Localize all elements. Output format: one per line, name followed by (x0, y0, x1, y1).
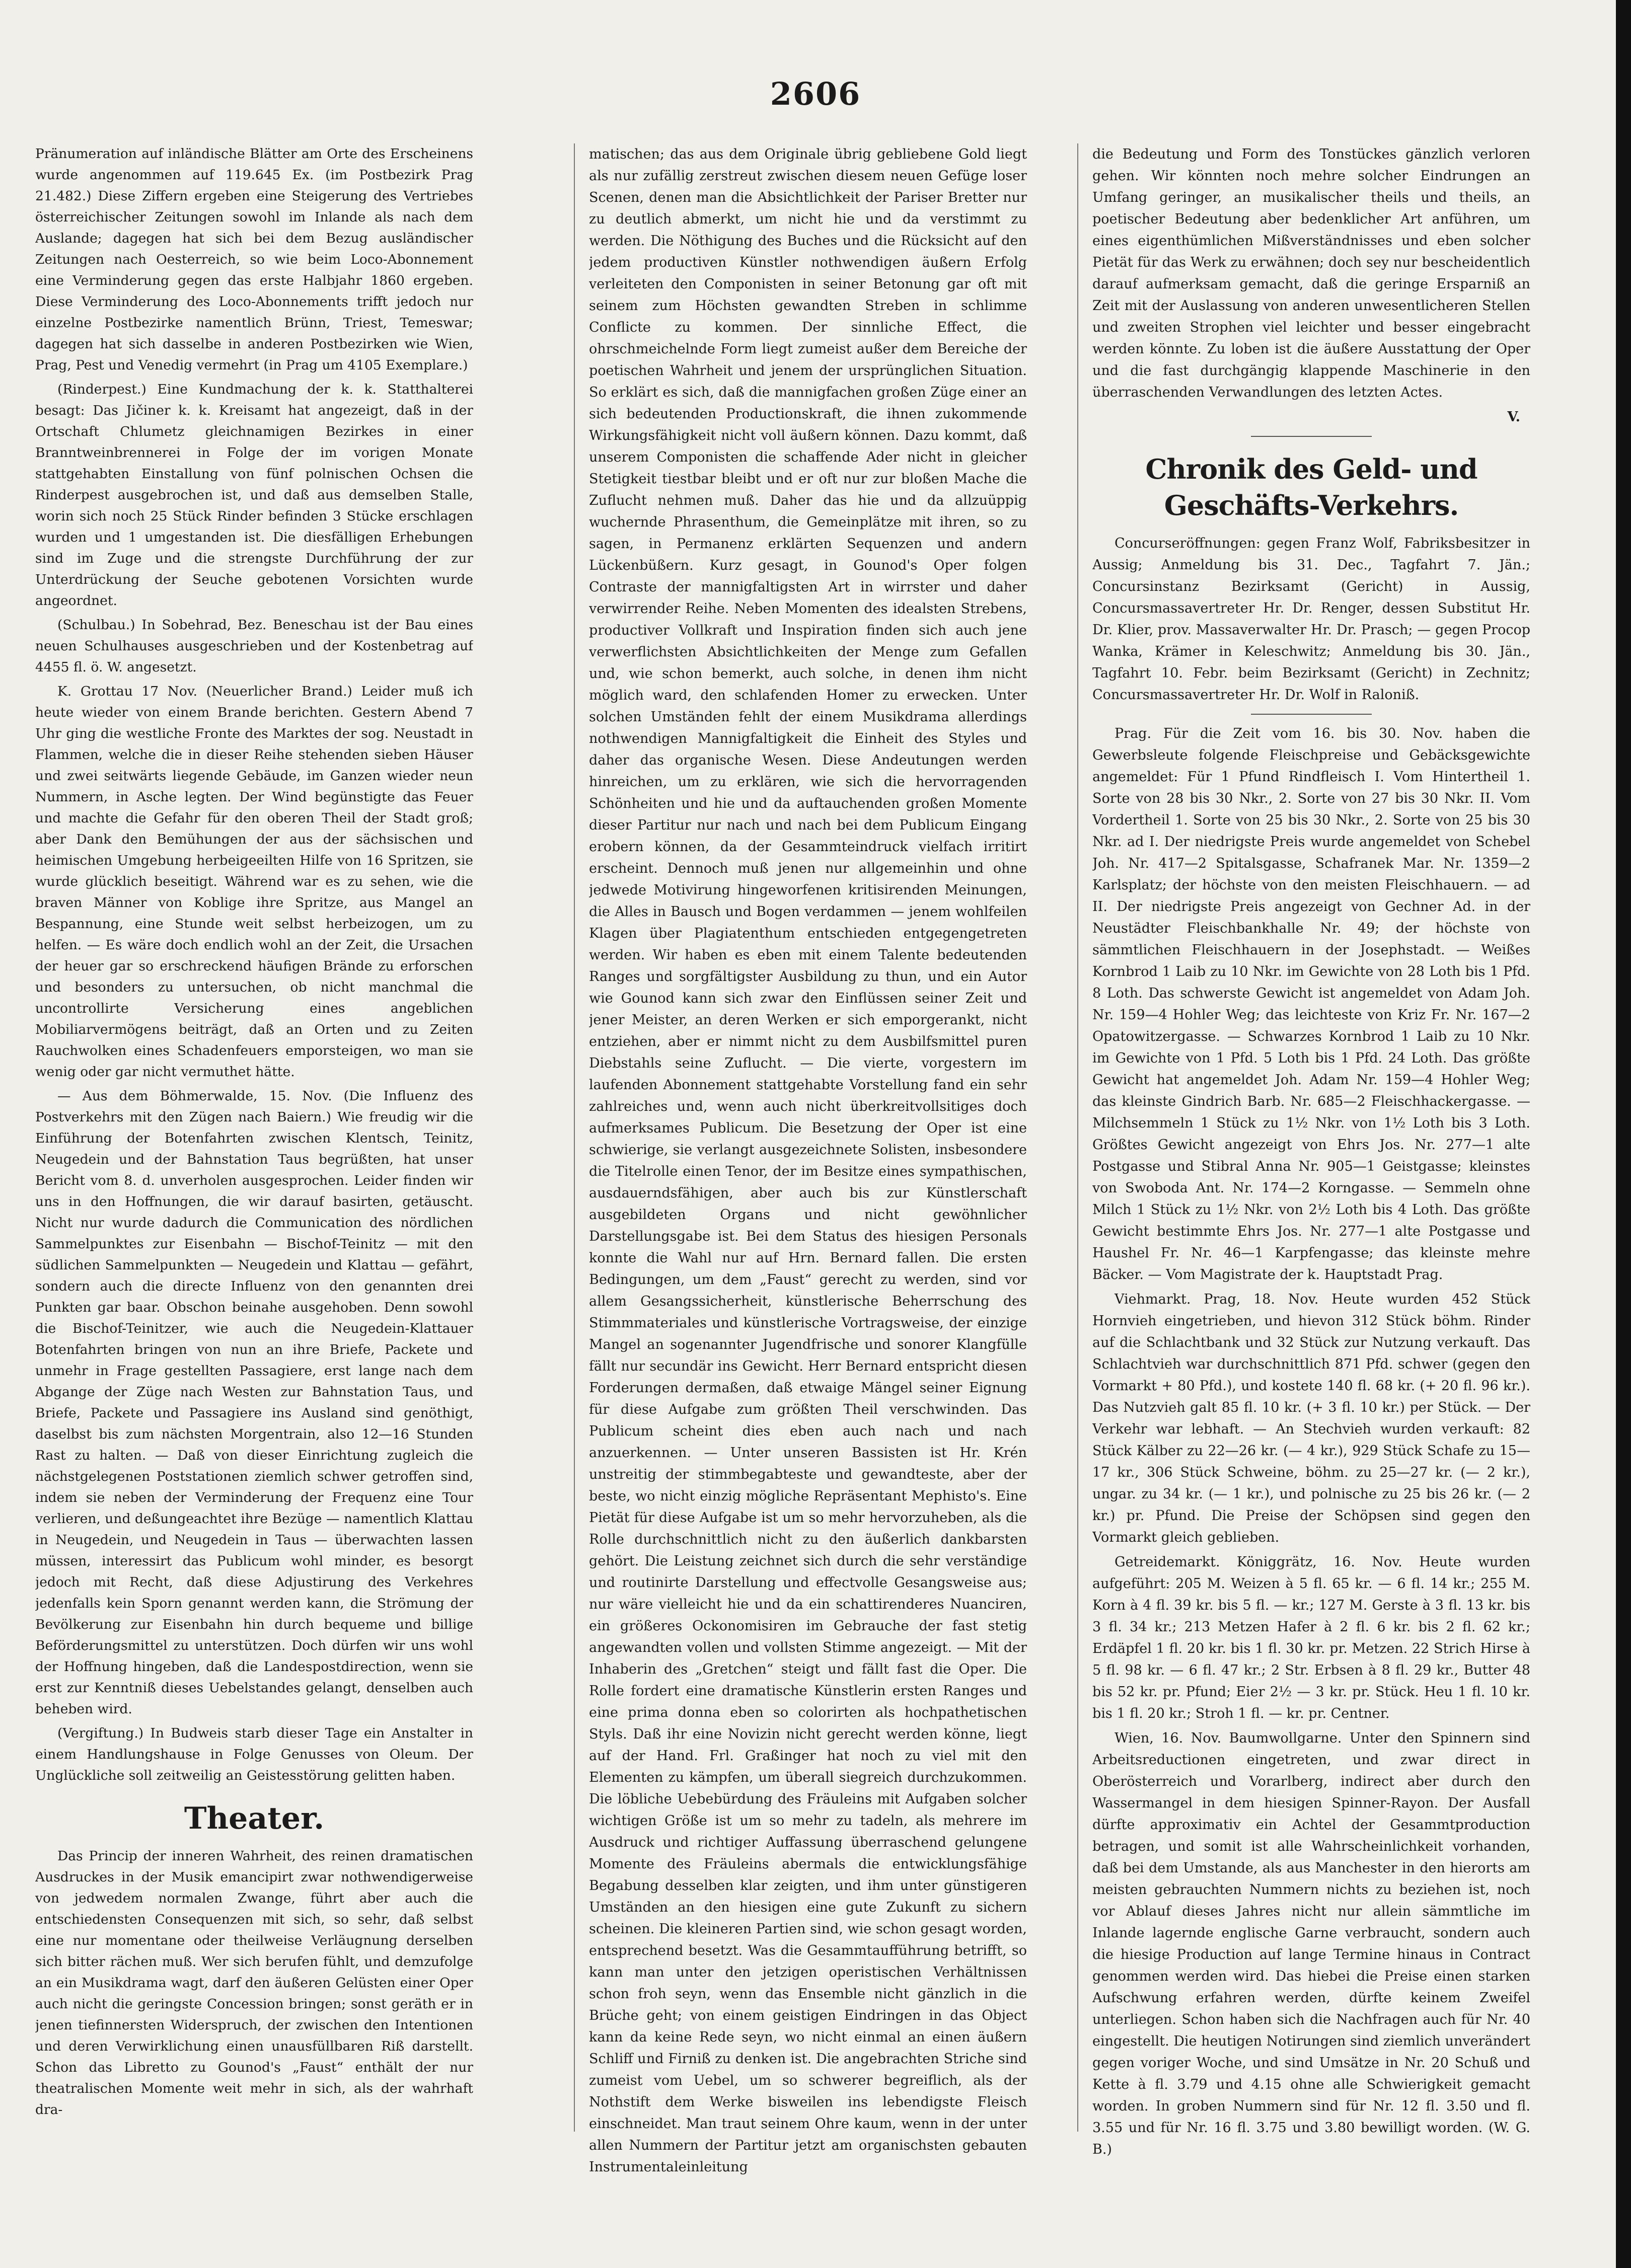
page-number: 2606 (770, 75, 861, 112)
theater-paragraph: matischen; das aus dem Originale übrig gebliebene Gold liegt als nur zufällig zerstreut zwischen diesem neuen Gefüge loser Scenen, denen man die Absichtlichkeit der Pariser Bretter nur zu deutlich abmerkt, um nicht hie und da verstimmt zu werden. Die Nöthigung des Buches und die Rücksicht auf den jedem productiven Künstler nothwendigen äußern Erfolg verleiteten den Componisten in seiner Betonung gar oft mit seinem zum Höchsten gewandten Streben in schlimme Conflicte zu kommen. Der sinnliche Effect, die ohrschmeichelnde Form liegt zumeist außer dem Bereiche der poetischen Wahrheit und jenem der ursprünglichen Situation. So erklärt es sich, daß die mannigfachen großen Züge einer an sich bedeutenden Productionskraft, die ihnen zukommende Wirkungsfähigkeit nicht voll äußern können. Dazu kommt, daß unserem Componisten die schaffende Ader nicht in gleicher Stetigkeit tiestbar bleibt und er oft nur zur bloßen Mache die Zuflucht nehmen muß. Daher das hie und da allzuüppig wuchernde Phrasenthum, die Gemeinplätze mit ihren, so zu sagen, in Permanenz erklärten Sequenzen und andern Lückenbüßern. Kurz gesagt, in Gounod's Oper folgen Contraste der mannigfaltigsten Art in wirrster und daher verwirrender Reihe. Neben Momenten des idealsten Strebens, productiver Vollkraft und Inspiration finden sich auch jene verwerflichsten Absichtlichkeiten der Menge zum Gefallen und, wie schon bemerkt, auch solche, in denen ihm nicht möglich ward, den schlafenden Homer zu erwecken. Unter solchen Umständen fehlt der einem Musikdrama allerdings nothwendigen Mannigfaltigkeit die Einheit des Styles und daher das organische Wesen. Diese Andeutungen werden hinreichen, um zu erklären, wie sich die hervorragenden Schönheiten und hie und da auftauchenden großen Momente dieser Partitur nur nach und nach bei dem Publicum Eingang erobern können, da der Gesammteindruck vielfach irritirt erscheint. Dennoch muß jenen nur allgemeinhin und ohne jedwede Motivirung hingeworfenen kritisirenden Meinungen, die Alles in Bausch und Bogen verdammen — jenem wohlfeilen Klagen über Plagiatenthum entschieden entgegengetreten werden. Wir haben es eben mit einem Talente bedeutenden Ranges und sorgfältigster Ausbildung zu thun, und ein Autor wie Gounod kann sich zwar den Einflüssen seiner Zeit und jener Meister, an deren Werken er sich emporgerankt, nicht entziehen, aber er nimmt nicht zu dem Ausbilfsmittel puren Diebstahls seine Zuflucht. — Die vierte, vorgestern im laufenden Abonnement stattgehabte Vorstellung fand ein sehr zahlreiches und, wenn auch nicht überkreitvollsitiges doch aufmerksames Publicum. Die Besetzung der Oper ist eine schwierige, sie verlangt ausgezeichnete Solisten, insbesondere die Titelrolle einen Tenor, der im Besitze eines sympathischen, ausdauerndsfähigen, aber auch bis zur Künstlerschaft ausgebildeten Organs und nicht gewöhnlicher Darstellungsgabe ist. Bei dem Status des hiesigen Personals konnte die Wahl nur auf Hrn. Bernard fallen. Die ersten Bedingungen, um dem „Faust“ gerecht zu werden, sind vor allem Gesangssicherheit, künstlerische Beherrschung des Stimmmateriales und künstlerische Vortragsweise, der einzige Mangel an sogenannter Jugendfrische und sonorer Klangfülle fällt nur secundär ins Gewicht. Herr Bernard entspricht diesen Forderungen dermaßen, daß etwaige Mängel seiner Eignung für diese Aufgabe zum größten Theil verschwinden. Das Publicum scheint dies eben auch nach und nach anzuerkennen. — Unter unseren Bassisten ist Hr. Krén unstreitig der stimmbegabteste und gewandteste, aber der beste, wo nicht einzig mögliche Repräsentant Mephisto's. Eine Pietät für diese Aufgabe ist um so mehr hervorzuheben, als die Rolle durchschnittlich nicht zu den äußerlich dankbarsten gehört. Die Leistung zeichnet sich durch die sehr verständige und routinirte Darstellung und effectvolle Gesangsweise aus; nur wäre vielleicht hie und da ein schattirenderes Nuanciren, ein größeres Ockonomisiren im Gebrauche der fast stetig angewandten vollen und vollsten Stimme angezeigt. — Mit der Inhaberin des „Gretchen“ steigt und fällt fast die Oper. Die Rolle fordert eine dramatische Künstlerin ersten Ranges und eine prima donna eben so colorirten als hochpathetischen Styls. Daß ihr eine Novizin nicht gerecht werden könne, liegt auf der Hand. Frl. Graßinger hat noch zu viel mit den Elementen zu kämpfen, um überall siegreich durchzukommen. Die löbliche Uebebürdung des Fräuleins mit Aufgaben solcher wichtigen Größe ist um so mehr zu tadeln, als mehrere im Ausdruck und richtiger Auffassung überraschend gelungene Momente des Fräuleins abermals die entwicklungsfähige Begabung desselben klar zeigten, und ihm unter günstigeren Umständen an den hiesigen eine gute Zukunft zu sichern scheinen. Die kleineren Partien sind, wie schon gesagt worden, entsprechend besetzt. Was die Gesammtaufführung betrifft, so kann man unter den jetzigen operistischen Verhältnissen schon froh seyn, wenn das Ensemble nicht gänzlich in die Brüche geht; von einem geistigen Eindringen in das Object kann da keine Rede seyn, wo nicht einmal an einen äußern Schliff und Firniß zu denken ist. Die angebrachten Striche sind zumeist vom Uebel, um so schwerer begreiflich, als der Nothstift dem Werke bisweilen ins lebendigste Fleisch einschneidet. Man traut seinem Ohre kaum, wenn in der unter allen Nummern der Partitur jetzt am organischsten gebauten Instrumentaleinleitung (589, 146, 1027, 2175)
chronicle-paragraph: Wien, 16. Nov. Baumwollgarne. Unter den Spinnern sind Arbeitsreductionen eingetreten, und zwar direct in Oberösterreich und Vorarlberg, indirect aber durch den Wassermangel in dem hiesigen Spinner-Rayon. Der Ausfall dürfte approximativ ein Achtel der Gesammtproduction betragen, und somit ist alle Wahrscheinlichkeit vorhanden, daß bei dem Umstande, als aus Manchester in den hierorts am meisten gebrauchten Nummern nichts zu beziehen ist, noch vor Ablauf dieses Jahres nicht nur allein sämmtliche im Inlande lagernde englische Garne verbraucht, sondern auch die hiesige Production auf lange Termine hinaus in Contract genommen werden wird. Das hiebei die Preise einen starken Aufschwung erfahren werden, dürfte keinem Zweifel unterliegen. Schon haben sich die Nachfragen auch für Nr. 40 eingestellt. Die heutigen Notirungen sind ziemlich unverändert gegen voriger Woche, und sind Umsätze in Nr. 20 Schuß und Kette à fl. 3.79 und 4.15 ohne alle Schwierigkeit gemacht worden. In groben Nummern sind für Nr. 12 fl. 3.50 und fl. 3.55 und für Nr. 16 fl. 3.75 und 3.80 bewilligt worden. (W. G. B.) (1092, 1730, 1530, 2157)
author-signature: V. (1507, 409, 1520, 425)
chronicle-heading: Chronik des Geld- und Geschäfts-Verkehrs. (1145, 453, 1477, 521)
section-separator (1251, 714, 1372, 715)
chronicle-paragraph: Viehmarkt. Prag, 18. Nov. Heute wurden 452 Stück Hornvieh eingetrieben, und hievon 312 Stück böhm. Rinder auf die Schlachtbank und 32 Stück zur Nutzung verkauft. Das Schlachtvieh war durchschnittlich 871 Pfd. schwer (gegen den Vormarkt + 80 Pfd.), und kostete 140 fl. 68 kr. (+ 20 fl. 96 kr.). Das Nutzvieh galt 85 fl. 10 kr. (+ 3 fl. 10 kr.) per Stück. — Der Verkehr war lebhaft. — An Stechvieh wurden verkauft: 82 Stück Kälber zu 22—26 kr. (— 4 kr.), 929 Stück Schafe zu 15—17 kr., 306 Stück Schweine, böhm. zu 25—27 kr. (— 2 kr.), ungar. zu 34 kr. (— 1 kr.), und polnische zu 25 bis 26 kr. (— 2 kr.) pr. Pfund. Die Preise der Schöpsen sind gegen den Vormarkt gleich geblieben. (1092, 1292, 1530, 1545)
chronicle-paragraph: Prag. Für die Zeit vom 16. bis 30. Nov. haben die Gewerbsleute folgende Fleischpreise und Gebäcksgewichte angemeldet: Für 1 Pfund Rindfleisch I. Vom Hintertheil 1. Sorte von 28 bis 30 Nkr., 2. Sorte von 27 bis 30 Nkr. II. Vom Vordertheil 1. Sorte von 25 bis 30 Nkr., 2. Sorte von 25 bis 30 Nkr. ad I. Der niedrigste Preis wurde angemeldet von Schebel Joh. Nr. 417—2 Spitalsgasse, Schafranek Mar. Nr. 1359—2 Karlsplatz; der höchste von den meisten Fleischhauern. — ad II. Der niedrigste Preis angezeigt von Gechner Ad. in der Neustädter Fleischbankhalle Nr. 49; der höchste von sämmtlichen Fleischhauern in der Josephstadt. — Weißes Kornbrod 1 Laib zu 10 Nkr. im Gewichte von 28 Loth bis 1 Pfd. 8 Loth. Das schwerste Gewicht ist angemeldet von Adam Joh. Nr. 159—4 Hohler Weg; das leichteste von Kriz Fr. Nr. 167—2 Opatowitzergasse. — Schwarzes Kornbrod 1 Laib zu 10 Nkr. im Gewichte von 1 Pfd. 5 Loth bis 1 Pfd. 24 Loth. Das größte Gewicht hat angemeldet Joh. Adam Nr. 159—4 Hohler Weg; das kleinste Gindrich Barb. Nr. 685—2 Fleischhackergasse. — Milchsemmeln 1 Stück zu 1½ Nkr. von 1½ Loth bis 3 Loth. Größtes Gewicht angezeigt von Ehrs Jos. Nr. 277—1 alte Postgasse und Stibral Anna Nr. 905—1 Geistgasse; kleinstes von Swoboda Ant. Nr. 174—2 Korngasse. — Semmeln ohne Milch 1 Stück zu 1½ Nkr. von 2½ Loth bis 4 Loth. Das größte Gewicht bestimmte Ehrs Jos. Nr. 277—1 alte Postgasse und Haushel Fr. Nr. 46—1 Karpfengasse; das kleinste mehre Bäcker. — Vom Magistrate der k. Hauptstadt Prag. (1092, 726, 1530, 1282)
column-divider (574, 143, 575, 2132)
news-paragraph: Pränumeration auf inländische Blätter am Orte des Erscheinens wurde angenommen auf 119.645 Ex. (im Postbezirk Prag 21.482.) Diese Ziffern ergeben eine Steigerung des Vertriebes österreichischer Zeitungen sowohl im Inlande als nach dem Auslande; dagegen hat sich bei dem Bezug ausländischer Zeitungen nach Oesterreich, so wie beim Loco-Abonnement eine Verminderung gegen das erste Halbjahr 1860 ergeben. Diese Verminderung des Loco-Abonnements trifft jedoch nur einzelne Postbezirke namentlich Brünn, Triest, Temeswar; dagegen hat sich dasselbe in anderen Postbezirken wie Wien, Prag, Pest und Venedig vermehrt (in Prag um 4105 Exemplare.) (35, 146, 473, 373)
chronicle-paragraph: Getreidemarkt. Königgrätz, 16. Nov. Heute wurden aufgeführt: 205 M. Weizen à 5 fl. 65 kr. — 6 fl. 14 kr.; 255 M. Korn à 4 fl. 39 kr. bis 5 fl. — kr.; 127 M. Gerste à 3 fl. 13 kr. bis 3 fl. 34 kr.; 213 Metzen Hafer à 2 fl. 6 kr. bis 2 fl. 62 kr.; Erdäpfel 1 fl. 20 kr. bis 1 fl. 30 kr. pr. Metzen. 22 Strich Hirse à 5 fl. 98 kr. — 6 fl. 47 kr.; 2 Str. Erbsen à 8 fl. 29 kr., Butter 48 bis 52 kr. pr. Pfund; Eier 2½ — 3 kr. pr. Stück. Heu 1 fl. 10 kr. bis 1 fl. 20 kr.; Stroh 1 fl. — kr. pr. Centner. (1092, 1554, 1530, 1721)
theater-paragraph: Das Princip der inneren Wahrheit, des reinen dramatischen Ausdruckes in der Musik emancipirt zwar nothwendigerweise von jedwedem normalen Zwange, führt aber auch die entschiedensten Consequenzen mit sich, so sehr, daß selbst eine nur momentane oder theilweise Verläugnung derselben sich bitter rächen muß. Wer sich berufen fühlt, und demzufolge an ein Musikdrama wagt, darf den äußeren Gelüsten einer Oper auch nicht die geringste Concession bringen; sonst geräth er in jenen tiefinnersten Widerspruch, der zwischen den Intentionen und deren Verwirklichung einen unausfüllbaren Riß darstellt. Schon das Libretto zu Gounod's „Faust“ enthält der nur theatralischen Momente weit mehr in sich, als der wahrhaft dra- (35, 1848, 473, 2118)
section-separator (1251, 436, 1372, 437)
scan-edge (1616, 0, 1631, 2268)
news-paragraph: (Schulbau.) In Sobehrad, Bez. Beneschau ist der Bau eines neuen Schulhauses ausgeschrieben und der Kostenbetrag auf 4455 fl. ö. W. angesetzt. (35, 617, 473, 675)
theater-paragraph: die Bedeutung und Form des Tonstückes gänzlich verloren gehen. Wir könnten noch mehre solcher Eindrungen an Umfang geringer, an musikalischer theils und theils, an poetischer Bedeutung aber bedenklicher Art anführen, um eines eigenthümlichen Mißverständnisses und eben solcher Pietät für das Werk zu erwähnen; doch sey nur bescheidentlich darauf aufmerksam gemacht, daß die geringe Ersparniß an Zeit mit der Auslassung von anderen unwesentlicheren Stellen und zweiten Strophen viel leichter und besser eingebracht werden könnte. Zu loben ist die äußere Ausstattung der Oper und die fast durchgängig klappende Maschinerie in den überraschenden Verwandlungen des letzten Actes. (1092, 146, 1530, 400)
news-paragraph: — Aus dem Böhmerwalde, 15. Nov. (Die Influenz des Postverkehrs mit den Zügen nach Baiern.) Wie freudig wir die Einführung der Botenfahrten zwischen Klentsch, Teinitz, Neugedein und der Bahnstation Taus begrüßten, hat unser Bericht vom 8. d. unverholen ausgesprochen. Leider finden wir uns in den Hoffnungen, die wir darauf basirten, getäuscht. Nicht nur wurde dadurch die Communication des nördlichen Sammelpunktes zur Eisenbahn — Bischof-Teinitz — mit den südlichen Sammelpunkten — Neugedein und Klattau — gefährt, sondern auch die directe Influenz von den genannten drei Punkten gar baar. Obschon beinahe ausgehoben. Denn sowohl die Bischof-Teinitzer, wie auch die Neugedein-Klattauer Botenfahrten bringen von nun an ihre Briefe, Packete und unmehr in Frage gestellten Passagiere, erst lange nach dem Abgange der Züge nach Westen zur Bahnstation Taus, und Briefe, Packete und Passagiere ins Ausland sind genöthigt, daselbst bis zum nächsten Morgentrain, also 12—16 Stunden Rast zu halten. — Daß von dieser Einrichtung zugleich die nächstgelegenen Poststationen ziemlich schwer getroffen sind, indem sie neben der Verminderung der Frequenz eine Tour verlieren, und deßungeachtet ihre Bezüge — namentlich Klattau in Neugedein, und Neugedein in Taus — überwachten lassen müssen, interessirt das Publicum wohl minder, es besorgt jedoch mit Recht, daß diese Adjustirung des Verkehres jedenfalls kein Sporn genannt werden kann, die Strömung der Bevölkerung zur Eisenbahn hin durch bequeme und billige Beförderungsmittel zu unterstützen. Doch dürfen wir uns wohl der Hoffnung hingeben, daß die Landespostdirection, wenn sie erst zur Kenntniß dieses Uebelstandes gelangt, denselben auch beheben wird. (35, 1088, 473, 1717)
column-middle (589, 143, 1027, 2182)
news-paragraph: K. Grottau 17 Nov. (Neuerlicher Brand.) Leider muß ich heute wieder von einem Brande berichten. Gestern Abend 7 Uhr ging die westliche Fronte des Marktes der sog. Neustadt in Flammen, welche die in dieser Reihe stehenden sieben Häuser und zwei seitwärts liegende Gebäude, im Ganzen wieder neun Nummern, in Asche legten. Der Wind begünstigte das Feuer und machte die Gefahr für den oberen Theil der Stadt groß; aber Dank den Bemühungen der aus der sächsischen und heimischen Umgebung herbeigeeilten Hilfe von 16 Spritzen, sie wurde glücklich beseitigt. Während war es zu sehen, wie die braven Männer von Koblige ihre Spritze, aus Mangel an Bespannung, eine Stunde weit selbst herbeizogen, um zu helfen. — Es wäre doch endlich wohl an der Zeit, die Ursachen der heuer gar so erschreckend häufigen Brände zu erforschen und besonders zu untersuchen, ob nicht manchmal die uncontrollirte Versicherung eines angeblichen Mobiliarvermögens beiträgt, daß an Orten und zu Zeiten Rauchwolken eines Schadenfeuers emporsteigen, wo man sie wenig oder gar nicht vermuthet hätte. (35, 684, 473, 1080)
column-left (35, 143, 473, 2182)
chronicle-paragraph: Concurseröffnungen: gegen Franz Wolf, Fabriksbesitzer in Aussig; Anmeldung bis 31. Dec., Tagfahrt 7. Jän.; Concursinstanz Bezirksamt (Gericht) in Aussig, Concursmassavertreter Hr. Dr. Renger, dessen Substitut Hr. Dr. Klier, prov. Massaverwalter Hr. Dr. Prasch; — gegen Procop Wanka, Krämer in Keleschwitz; Anmeldung bis 30. Jän., Tagfahrt 10. Febr. beim Bezirksamt (Gericht) in Zechnitz; Concursmassavertreter Hr. Dr. Wolf in Raloniß. (1092, 536, 1530, 703)
theater-heading: Theater. (184, 1801, 325, 1836)
news-paragraph: (Vergiftung.) In Budweis starb dieser Tage ein Anstalter in einem Handlungshause in Folge Genusses von Oleum. Der Unglückliche soll zeitweilig an Geistesstörung gelitten haben. (35, 1725, 473, 1783)
column-right (1092, 143, 1530, 2182)
column-divider (1077, 143, 1078, 2132)
news-paragraph: (Rinderpest.) Eine Kundmachung der k. k. Statthalterei besagt: Das Jičiner k. k. Kreisamt hat angezeigt, daß in der Ortschaft Chlumetz gleichnamigen Bezirkes in einer Branntweinbrennerei in Folge der im vorigen Monate stattgehabten Einstallung von fünf polnischen Ochsen die Rinderpest ausgebrochen ist, und daß aus demselben Stalle, worin sich noch 25 Stück Rinder befinden 3 Stücke erschlagen wurden und 1 umgestanden ist. Die diesfälligen Erhebungen sind im Zuge und die strengste Durchführung der zur Unterdrückung der Seuche gebotenen Vorsichten wurde angeordnet. (35, 382, 473, 609)
